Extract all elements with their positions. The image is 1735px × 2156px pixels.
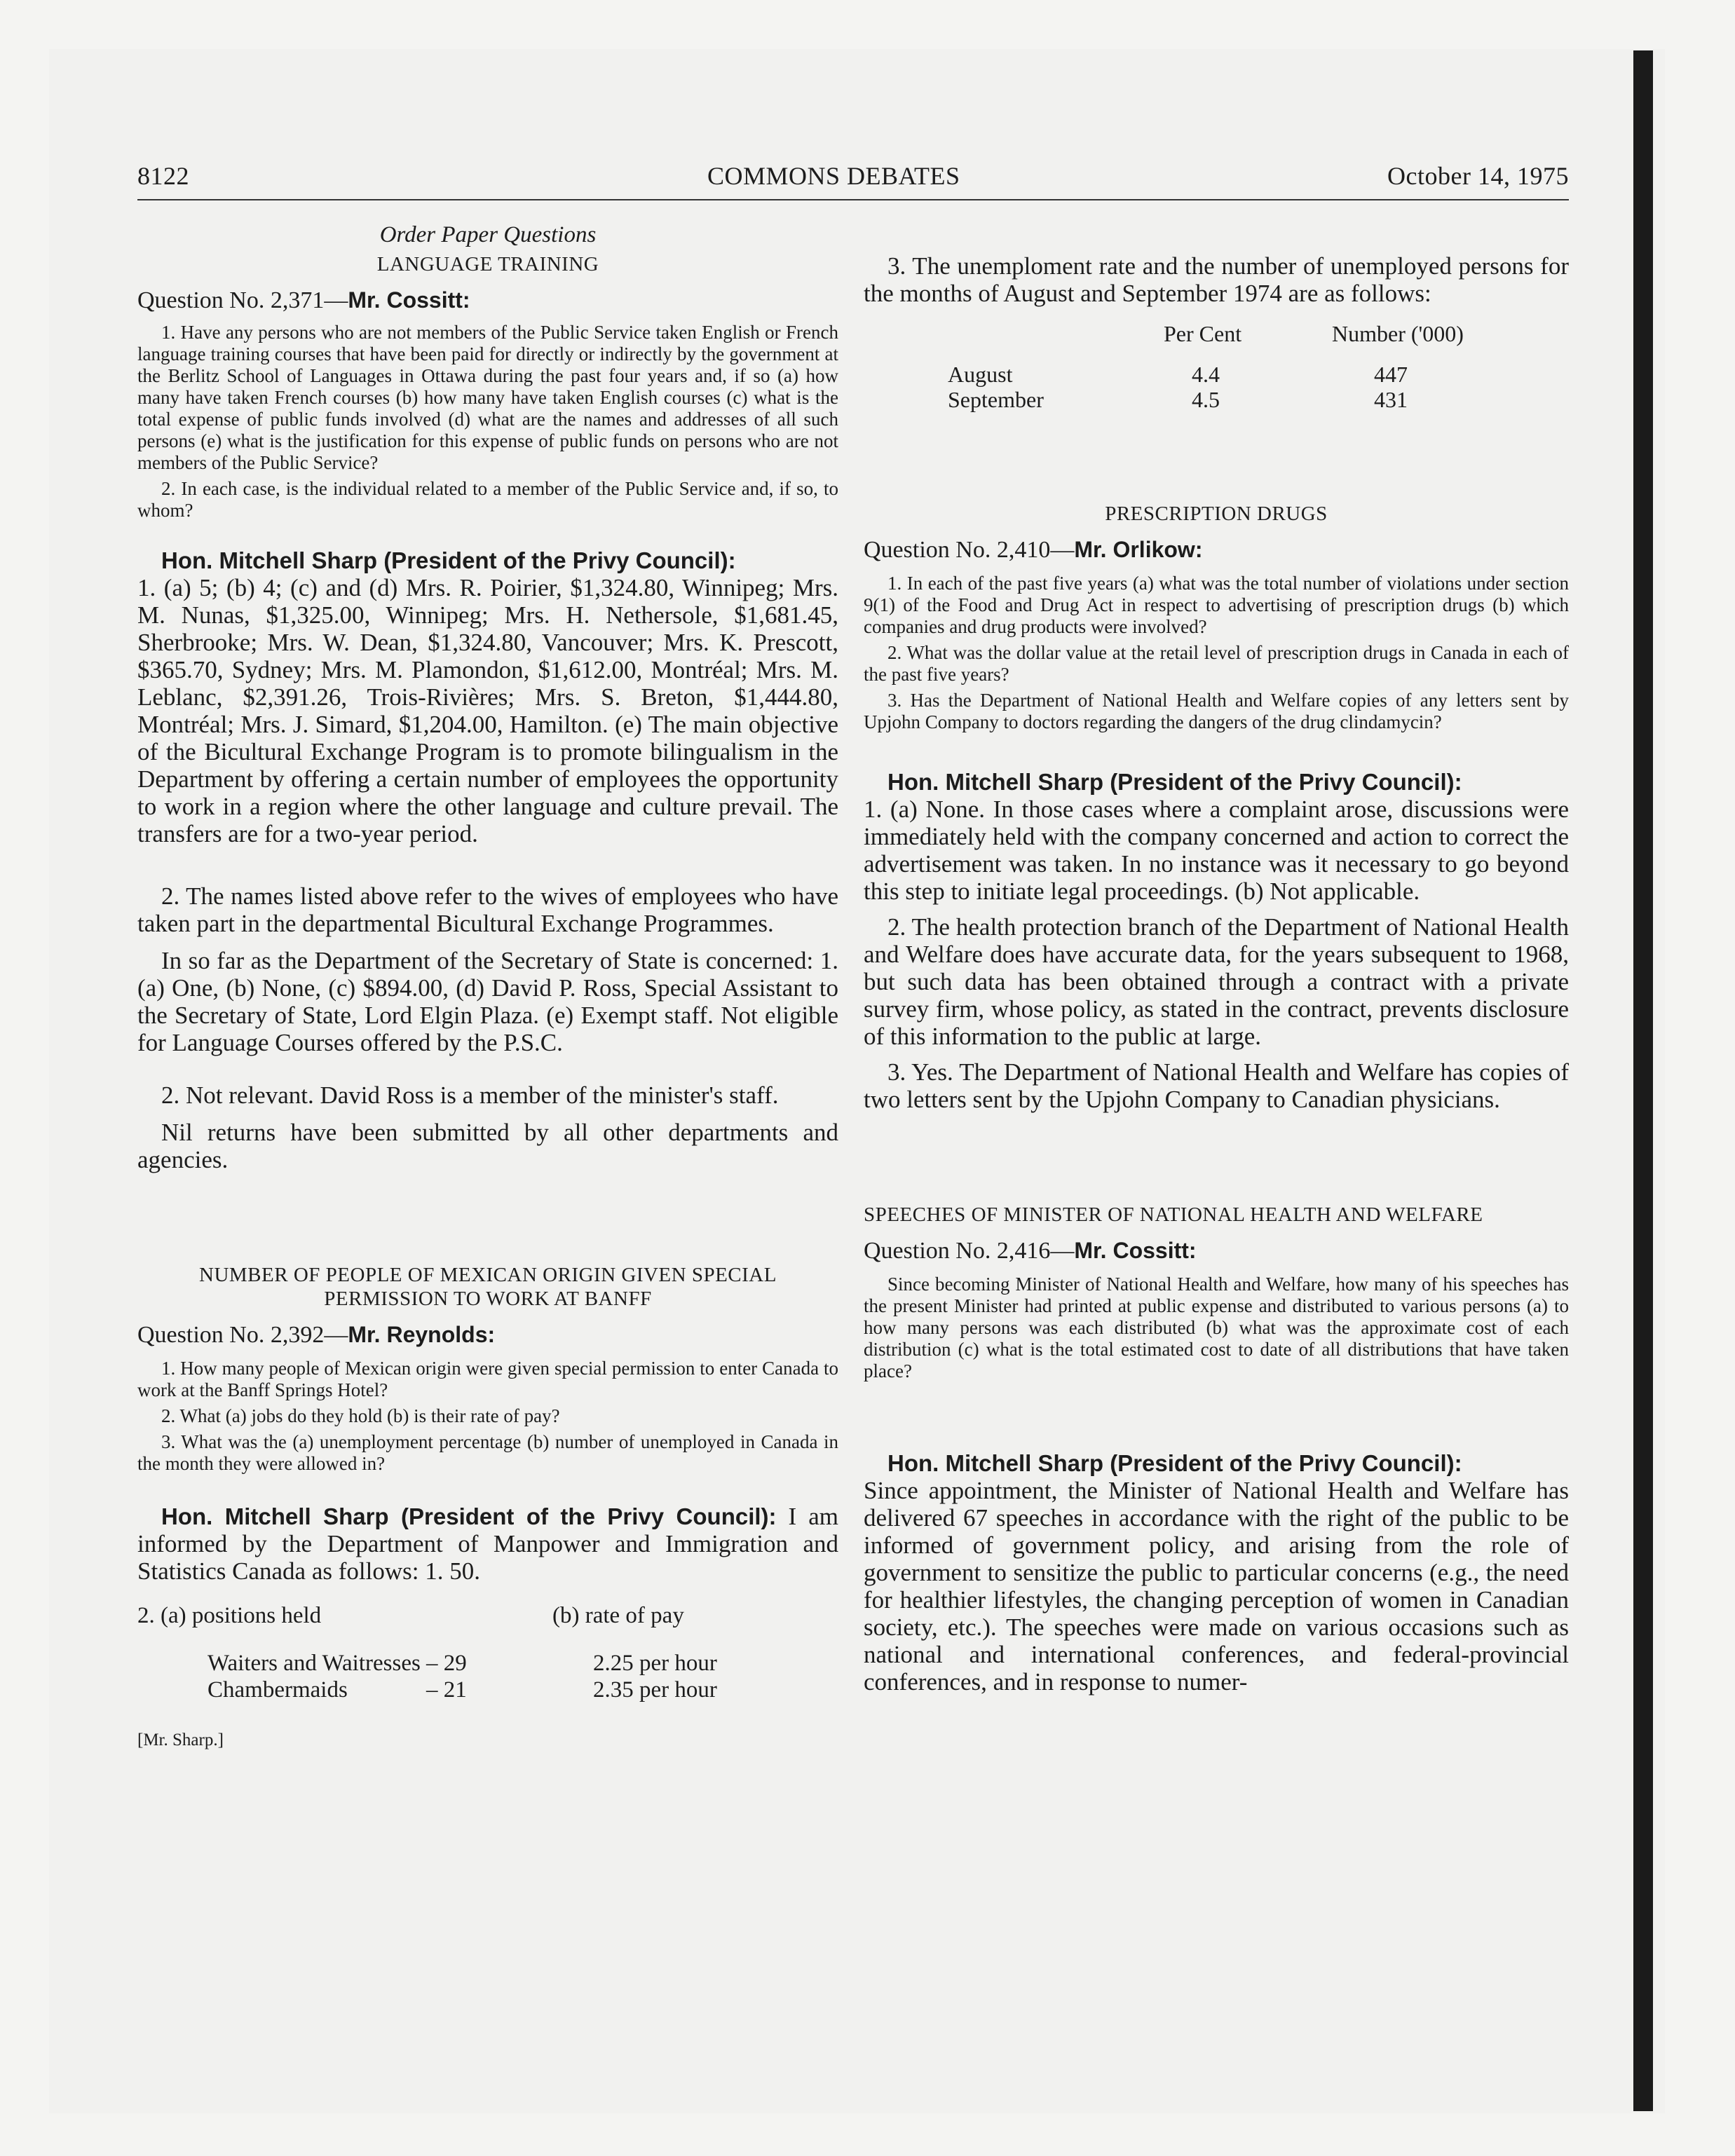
pct-header: Per Cent	[1164, 321, 1242, 346]
q4-member: Mr. Cossitt:	[1074, 1238, 1197, 1263]
q4-question-line	[864, 1236, 1569, 1265]
number-header: Number ('000)	[1332, 321, 1464, 346]
q1-answer	[137, 547, 838, 847]
q2-question-no: Question No. 2,392—	[137, 1322, 348, 1348]
q2-answer-speaker: Hon. Mitchell Sharp (President of the Privy Council):	[161, 1503, 777, 1529]
q1-answer-3: In so far as the Department of the Secretary of State is concerned: 1. (a) One, (b) None, (c) $894.00, (d) David P. Ross, Special Assistant to the Secretary of State, Lord Elgin Plaza. (e) Exempt staff. Not eligible for Language Courses offered by the P.S.C.	[137, 947, 838, 1056]
q1-answer-5: Nil returns have been submitted by all other departments and agencies.	[137, 1119, 838, 1173]
q1-answer-2: 2. The names listed above refer to the wives of employees who have taken part in the departmental Bicultural Exchange Programmes.	[137, 882, 838, 937]
q4-question-no: Question No. 2,416—	[864, 1238, 1075, 1264]
publication-title: COMMONS DEBATES	[707, 162, 960, 190]
q1-question-line	[137, 286, 838, 315]
q3-answer-3: 3. Yes. The Department of National Health and Welfare has copies of two letters sent by the Upjohn Company to Canadian physicians.	[864, 1058, 1569, 1113]
q3-part-1: 1. In each of the past five years (a) what was the total number of violations under section 9(1) of the Food and Drug Act in respect to advertising of prescription drugs (b) which companies and drug products were involved?	[864, 573, 1569, 637]
q2-heading: NUMBER OF PEOPLE OF MEXICAN ORIGIN GIVEN SPECIAL PERMISSION TO WORK AT BANFF	[199, 1264, 777, 1310]
count-1: – 29	[426, 1651, 467, 1676]
left-column	[137, 210, 838, 1749]
q3-part-2: 2. What was the dollar value at the retail level of prescription drugs in Canada in each of the past five years?	[864, 642, 1569, 685]
q2-part-2: 2. What (a) jobs do they hold (b) is their rate of pay?	[161, 1405, 560, 1426]
q3-question-line	[864, 535, 1569, 564]
q2-member: Mr. Reynolds:	[348, 1322, 496, 1347]
q3-answer-1: 1. (a) None. In those cases where a complaint arose, discussions were immediately held with the company concerned and action to correct the advertisement was taken. In no instance was it necessary to go beyond this step to initiate legal proceedings. (b) Not applicable.	[864, 796, 1569, 905]
pct-2: 4.5	[1192, 387, 1220, 412]
q3-member: Mr. Orlikow:	[1074, 537, 1203, 562]
page-number: 8122	[137, 162, 189, 190]
pay-1: 2.25 per hour	[593, 1651, 717, 1676]
q3-heading: PRESCRIPTION DRUGS	[1105, 503, 1328, 525]
q3-question-no: Question No. 2,410—	[864, 537, 1075, 563]
count-2: – 21	[426, 1677, 467, 1703]
right-column	[864, 210, 1569, 1696]
q1-heading: LANGUAGE TRAINING	[376, 253, 599, 275]
q1-answer-speaker: Hon. Mitchell Sharp (President of the Privy Council):	[161, 547, 736, 573]
speaker-footer: [Mr. Sharp.]	[137, 1731, 224, 1749]
pay-2: 2.35 per hour	[593, 1677, 717, 1703]
page-header	[137, 161, 1569, 203]
q1-answer-1: 1. (a) 5; (b) 4; (c) and (d) Mrs. R. Poirier, $1,324.80, Winnipeg; Mrs. M. Nunas, $1,325.00, Winnipeg; Mrs. H. Nethersole, $1,681.45, Sherbrooke; Mrs. W. Dean, $1,324.80, Vancouver; Mrs. K. Prescott, $365.70, Sydney; Mrs. M. Plamondon, $1,612.00, Montréal; Mrs. M. Leblanc, $2,391.26, Trois-Rivières; Mrs. S. Breton, $1,444.80, Montréal; Mrs. J. Simard, $1,204.00, Hamilton. (e) The main objective of the Bicultural Exchange Program is to promote bilingualism in the Department by offering a certain number of employees the opportunity to work in a region where the other language and culture prevail. The transfers are for a two-year period.	[137, 574, 838, 847]
month-1: August	[948, 362, 1013, 387]
q2-question-line	[137, 1321, 838, 1349]
month-2: September	[948, 387, 1044, 412]
q2-part-3-answer: 3. The unemploment rate and the number of unemployed persons for the months of August and September 1974 are as follows:	[864, 252, 1569, 307]
q4-answer	[864, 1449, 1569, 1696]
unemployment-table	[864, 321, 1569, 426]
q1-question-no: Question No. 2,371—	[137, 287, 348, 313]
positions-table	[137, 1603, 838, 1749]
q2-part-1: 1. How many people of Mexican origin were given special permission to enter Canada to work at the Banff Springs Hotel?	[137, 1358, 838, 1400]
q1-part-2: 2. In each case, is the individual related to a member of the Public Service and, if so, to whom?	[137, 478, 838, 521]
q4-answer-speaker: Hon. Mitchell Sharp (President of the Privy Council):	[887, 1450, 1462, 1476]
q4-part-1: Since becoming Minister of National Health and Welfare, how many of his speeches has the present Minister had printed at public expense and distributed to various persons (a) to how many persons was each distributed (b) what was the approximate cost of each distribution (c) what is the total estimated cost to date of all distributions that have taken place?	[864, 1274, 1569, 1381]
q3-answer	[864, 768, 1569, 905]
q1-member: Mr. Cossitt:	[348, 287, 470, 313]
num-1: 447	[1374, 362, 1408, 387]
pct-1: 4.4	[1192, 362, 1220, 387]
q3-answer-speaker: Hon. Mitchell Sharp (President of the Privy Council):	[887, 769, 1462, 795]
num-2: 431	[1374, 387, 1408, 412]
q1-part-1: 1. Have any persons who are not members of the Public Service taken English or French language training courses that have been paid for directly or indirectly by the government at the Berlitz School of Languages in Ottawa during the past four years and, if so (a) how many have taken French courses (b) how many have taken English courses (c) what is the total expense of public funds involved (d) what are the names and addresses of all such persons (e) what is the justification for this expense of public funds on persons who are not members of the Public Service?	[137, 322, 838, 473]
q2-answer-1: I am informed by the Department of Manpower and Immigration and Statistics Canada as follows: 1. 50.	[137, 1503, 838, 1585]
header-rule	[137, 199, 1569, 200]
section-title: Order Paper Questions	[379, 222, 597, 247]
position-2: Chambermaids	[207, 1677, 348, 1703]
q4-answer-1: Since appointment, the Minister of National Health and Welfare has delivered 67 speeches in accordance with the right of the public to be informed of government policy, and arising from the role of government to sensitize the public to particular concerns (e.g., the need for healthier lifestyles, the changing perception of women in Canadian society, etc.). The speeches were made on various occasions such as national and international conferences, and federal-provincial conferences, and in response to numer-	[864, 1477, 1569, 1696]
q2-answer	[137, 1503, 838, 1585]
q3-answer-2: 2. The health protection branch of the Department of National Health and Welfare does have accurate data, for the years subsequent to 1968, but such data has been obtained through a contract with a private survey firm, whose policy, as stated in the contract, prevents disclosure of this information to the public at large.	[864, 913, 1569, 1050]
q1-answer-4: 2. Not relevant. David Ross is a member of the minister's staff.	[161, 1082, 779, 1109]
q2-part-3: 3. What was the (a) unemployment percentage (b) number of unemployed in Canada in the month they were allowed in?	[137, 1431, 838, 1474]
positions-header: 2. (a) positions held	[137, 1603, 322, 1628]
page-date: October 14, 1975	[1387, 162, 1569, 190]
scan-edge-bar	[1633, 50, 1653, 2111]
q3-part-3: 3. Has the Department of National Health and Welfare copies of any letters sent by Upjohn Company to doctors regarding the dangers of the drug clindamycin?	[864, 690, 1569, 732]
q4-heading: SPEECHES OF MINISTER OF NATIONAL HEALTH AND WELFARE	[864, 1203, 1483, 1226]
position-1: Waiters and Waitresses	[207, 1651, 421, 1676]
pay-header: (b) rate of pay	[552, 1603, 684, 1628]
